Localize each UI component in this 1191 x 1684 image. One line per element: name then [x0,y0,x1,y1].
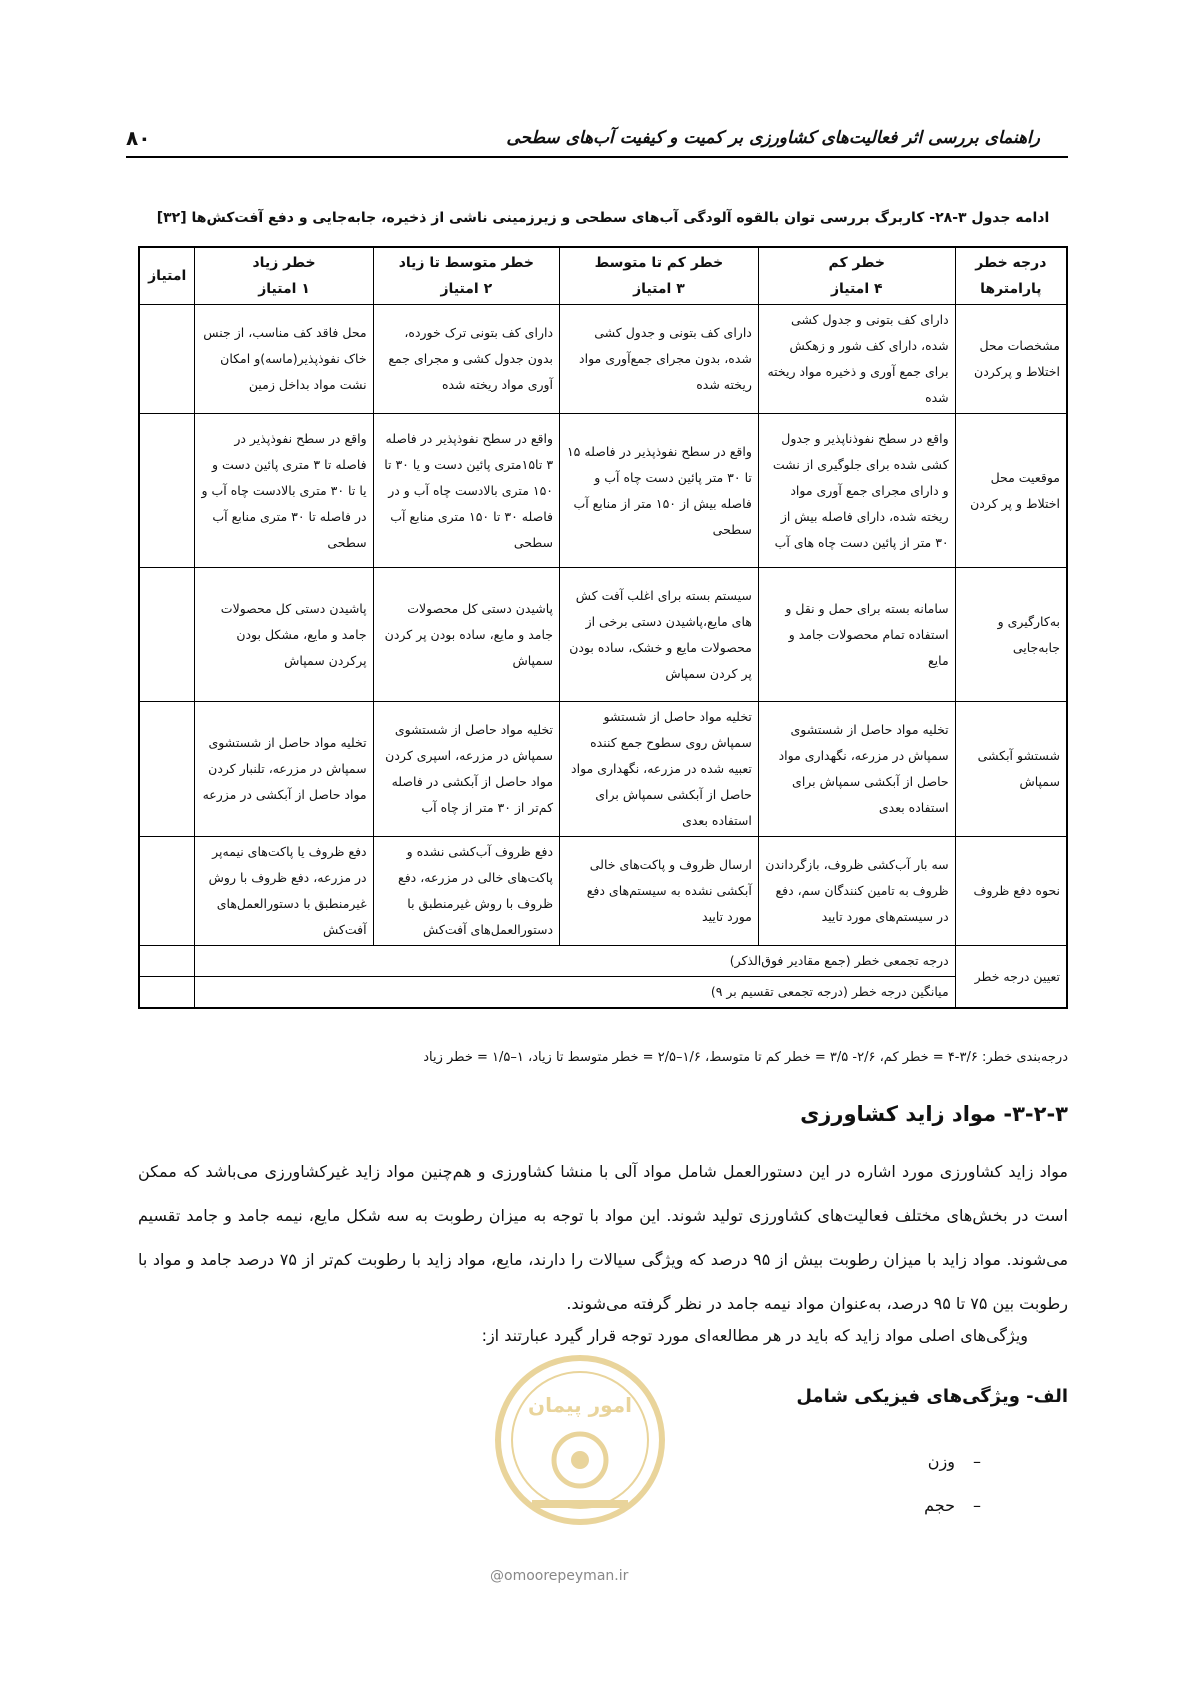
low-mid-risk-cell: دارای کف بتونی و جدول کشی شده، بدون مجرای جمع‌آوری مواد ریخته شده [560,305,759,414]
sub-heading: الف- ویژگی‌های فیزیکی شامل [796,1386,1068,1407]
mid-high-risk-cell: تخلیه مواد حاصل از شستشوی سمپاش در مزرعه، اسپری کردن مواد حاصل از آبکشی در فاصله کم‌تر از ۳۰ متر از چاه آب [373,702,559,837]
table-row [139,305,1067,414]
header-cell-low-mid: خطر کم تا متوسط ۳ امتیاز [560,247,759,305]
risk-assessment-table [138,246,1068,1009]
low-risk-cell: واقع در سطح نفوذناپذیر و جدول کشی شده برای جلوگیری از نشت و دارای مجرای جمع آوری مواد ریخته شده، دارای فاصله بیش از ۳۰ متر از پائین دست چاه های آب [758,414,955,568]
low-risk-cell: سه بار آب‌کشی ظروف، بازگرداندن ظروف به تامین کنندگان سم، دفع در سیستم‌های مورد تایید [758,837,955,946]
mid-high-risk-cell: دفع ظروف آب‌کشی نشده و پاکت‌های خالی در مزرعه، دفع ظروف با روش غیرمنطبق با دستورالعمل‌های آفت‌کش [373,837,559,946]
header-divider [126,156,1068,158]
body-paragraph-2: ویژگی‌های اصلی مواد زاید که باید در هر مطالعه‌ای مورد توجه قرار گیرد عبارتند از: [481,1326,1028,1345]
summary-row [139,946,1067,977]
low-risk-cell: تخلیه مواد حاصل از شستشوی سمپاش در مزرعه، نگهداری مواد حاصل از آبکشی سمپاش برای استفاده بعدی [758,702,955,837]
list-item: –وزن [927,1452,981,1471]
param-cell: مشخصات محل اختلاط و پرکردن [955,305,1067,414]
high-risk-cell: پاشیدن دستی کل محصولات جامد و مایع، مشکل بودن پرکردن سمپاش [195,568,373,702]
score-cell [139,702,195,837]
mid-high-risk-cell: واقع در سطح نفوذپذیر در فاصله ۳ تا۱۵متری پائین دست و یا ۳۰ تا ۱۵۰ متری بالادست چاه آب و در فاصله ۳۰ تا ۱۵۰ متری منابع آب سطحی [373,414,559,568]
low-risk-cell: سامانه بسته برای حمل و نقل و استفاده تمام محصولات جامد و مایع [758,568,955,702]
mid-high-risk-cell: دارای کف بتونی ترک خورده، بدون جدول کشی و مجرای جمع آوری مواد ریخته شده [373,305,559,414]
score-cell [139,837,195,946]
low-mid-risk-cell: ارسال ظروف و پاکت‌های خالی آبکشی نشده به سیستم‌های دفع مورد تایید [560,837,759,946]
cumulative-risk-cell: درجه تجمعی خطر (جمع مقادیر فوق‌الذکر) [195,946,955,977]
param-cell: موقعیت محل اختلاط و پر کردن [955,414,1067,568]
low-mid-risk-cell: سیستم بسته برای اغلب آفت کش های مایع،پاشیدن دستی برخی از محصولات مایع و خشک، ساده بودن پر کردن سمپاش [560,568,759,702]
high-risk-cell: واقع در سطح نفوذپذیر در فاصله تا ۳ متری پائین دست و یا تا ۳۰ متری بالادست چاه آب و در فاصله تا ۳۰ متری منابع آب سطحی [195,414,373,568]
low-mid-risk-cell: تخلیه مواد حاصل از شستشو سمپاش روی سطوح جمع کننده تعبیه شده در مزرعه، نگهداری مواد حاصل از آبکشی سمپاش برای استفاده بعدی [560,702,759,837]
publisher-seal-watermark [480,1340,680,1550]
param-cell: نحوه دفع ظروف [955,837,1067,946]
header-cell-score: امتیاز [139,247,195,305]
seal-text: امور پیمان [528,1393,632,1417]
header-cell-mid-high: خطر متوسط تا زیاد ۲ امتیاز [373,247,559,305]
list-item: –حجم [924,1496,981,1515]
header-cell-high: خطر زیاد ۱ امتیاز [195,247,373,305]
average-risk-cell: میانگین درجه خطر (درجه تجمعی تقسیم بر ۹) [195,977,955,1009]
high-risk-cell: تخلیه مواد حاصل از شستشوی سمپاش در مزرعه، تلنبار کردن مواد حاصل از آبکشی در مزرعه [195,702,373,837]
score-cell [139,568,195,702]
high-risk-cell: محل فاقد کف مناسب، از جنس خاک نفوذپذیر(ماسه)و امکان نشت مواد بداخل زمین [195,305,373,414]
bullet-list [924,1440,981,1528]
score-cell [139,414,195,568]
running-header-title: راهنمای بررسی اثر فعالیت‌های کشاورزی بر کمیت و کیفیت آب‌های سطحی [506,128,1040,148]
table-row [139,568,1067,702]
table-caption: ادامه جدول ۳-۲۸- کاربرگ بررسی توان بالقوه آلودگی آب‌های سطحی و زیرزمینی ناشی از ذخیره، جابه‌جایی و دفع آفت‌کش‌ها [۳۲] [156,210,1050,226]
param-cell: به‌کارگیری و جابه‌جایی [955,568,1067,702]
header-cell-low: خطر کم ۴ امتیاز [758,247,955,305]
section-heading: ۳-۲-۳- مواد زاید کشاورزی [800,1102,1068,1126]
high-risk-cell: دفع ظروف یا پاکت‌های نیمه‌پر در مزرعه، دفع ظروف با روش غیرمنطبق با دستورالعمل‌های آفت‌کش [195,837,373,946]
score-cell [139,946,195,977]
score-cell [139,305,195,414]
summary-label-cell: تعیین درجه خطر [955,946,1067,1009]
low-risk-cell: دارای کف بتونی و جدول کشی شده، دارای کف شور و زهکش برای جمع آوری و ذخیره مواد ریخته شده [758,305,955,414]
header-cell-parameters: درجه خطر پارامترها [955,247,1067,305]
body-paragraph: مواد زاید کشاورزی مورد اشاره در این دستورالعمل شامل مواد آلی با منشا کشاورزی و هم‌چنین مواد زاید غیرکشاورزی می‌باشد که ممکن است در بخش‌های مختلف فعالیت‌های کشاورزی تولید شوند. این مواد با توجه به میزان رطوبت به سه شکل مایع، نیمه جامد و جامد تقسیم می‌شوند. مواد زاید با میزان رطوبت بیش از ۹۵ درصد که ویژگی سیالات را دارند، مایع، مواد زاید با رطوبت کم‌تر از ۷۵ درصد جامد و مواد با رطوبت بین ۷۵ تا ۹۵ درصد، به‌عنوان مواد نیمه جامد در نظر گرفته می‌شوند. [138,1162,1069,1313]
low-mid-risk-cell: واقع در سطح نفوذپذیر در فاصله ۱۵ تا ۳۰ متر پائین دست چاه آب و فاصله بیش از ۱۵۰ متر از منابع آب سطحی [560,414,759,568]
table-header-row [139,247,1067,305]
page-number: ۸۰ [126,126,151,150]
table-row [139,837,1067,946]
mid-high-risk-cell: پاشیدن دستی کل محصولات جامد و مایع، ساده بودن پر کردن سمپاش [373,568,559,702]
score-cell [139,977,195,1009]
table-row [139,702,1067,837]
param-cell: شستشو آبکشی سمپاش [955,702,1067,837]
watermark-url: @omoorepeyman.ir [490,1568,629,1584]
table-row [139,414,1067,568]
table-footnote: درجه‌بندی خطر: ۳/۶-۴ = خطر کم، ۲/۶- ۳/۵ = خطر کم تا متوسط، ۱/۶–۲/۵ = خطر متوسط تا زیاد، ۱–۱/۵ = خطر زیاد [423,1050,1068,1065]
summary-row [139,977,1067,1009]
